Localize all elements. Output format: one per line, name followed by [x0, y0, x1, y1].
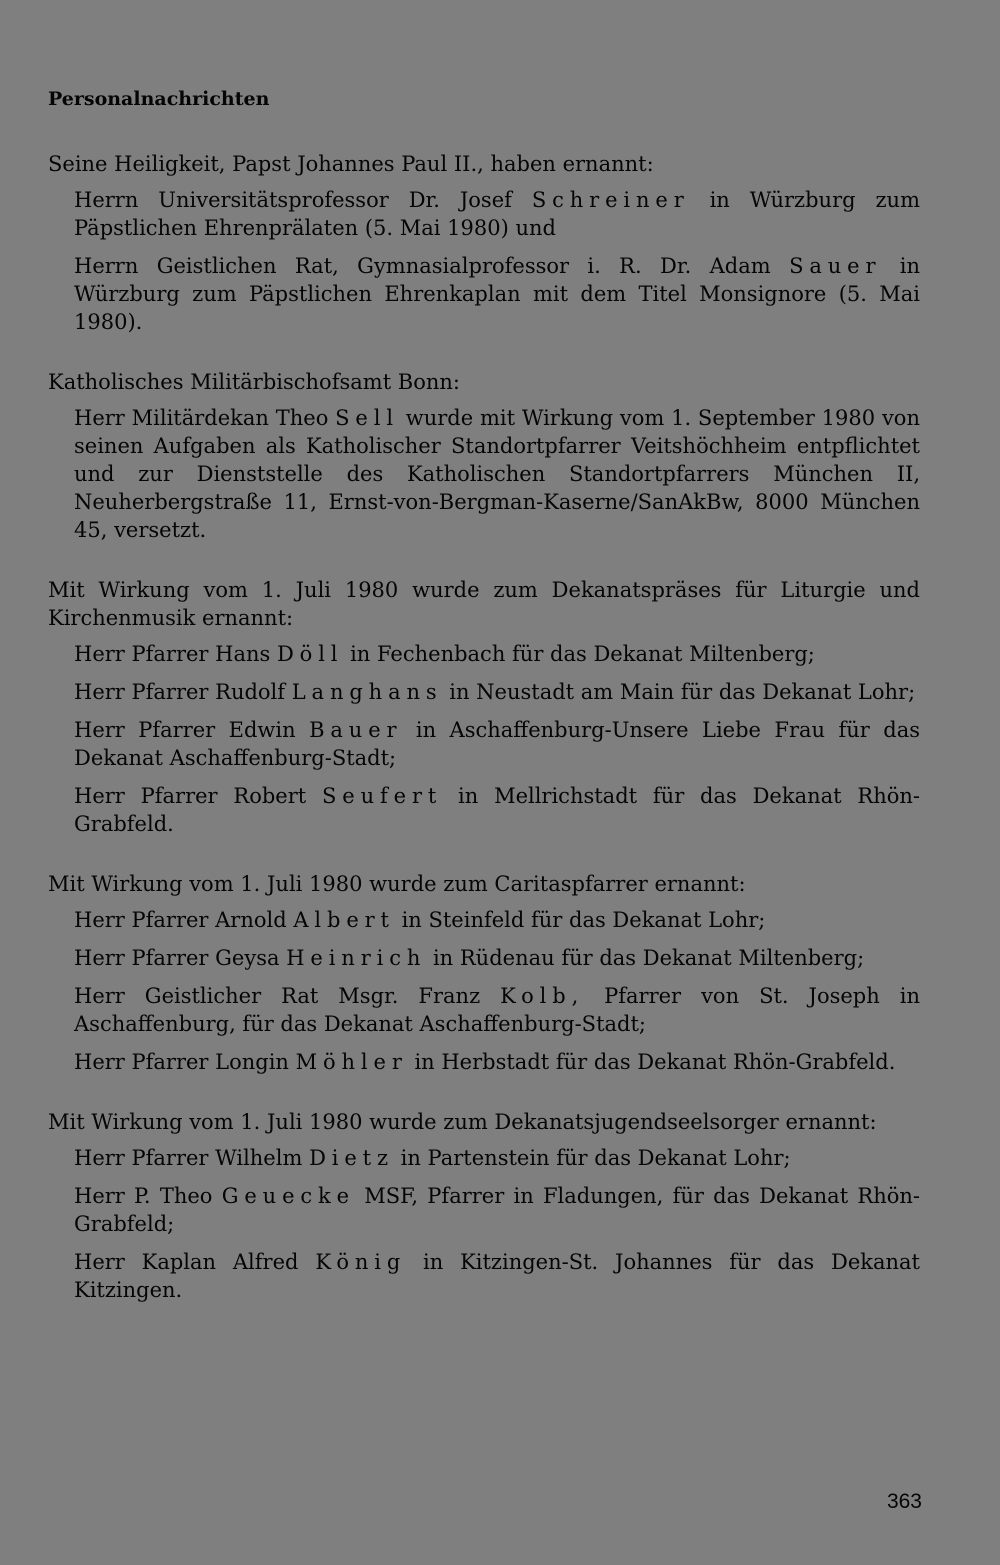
- entry-prefix: Herr Pfarrer Rudolf: [74, 680, 286, 704]
- entry-suffix: MSF, Pfarrer in Fladungen, für das Dekanat Rhön-Grabfeld;: [74, 1184, 920, 1236]
- document-page: [48, 88, 920, 1336]
- person-name: Sauer: [789, 254, 882, 278]
- entry-prefix: Herr Pfarrer Edwin: [74, 718, 296, 742]
- entry-prefix: Herr Geistlicher Rat Msgr. Franz: [74, 984, 481, 1008]
- person-name: Schreiner: [531, 188, 690, 212]
- entry-suffix: in Fechenbach für das Dekanat Miltenberg;: [350, 642, 815, 666]
- entry-suffix: wurde mit Wirkung vom 1. September 1980 von seinen Aufgaben als Katholischer Standortpfarrer Veitshöchheim entpflichtet und zur Dienststelle des Katholischen Standortpfarrers München II, Neuherbergstraße 11, Ernst-von-Bergman-Kaserne/SanAkBw, 8000 München 45, versetzt.: [74, 406, 920, 542]
- section-intro: Mit Wirkung vom 1. Juli 1980 wurde zum Dekanatspräses für Liturgie und Kirchenmusik ernannt:: [48, 578, 920, 630]
- entry: [74, 640, 920, 668]
- section-liturgy-praeses: [48, 576, 920, 838]
- entry-suffix: in Würzburg zum Päpstlichen Ehrenkaplan mit dem Titel Monsignore (5. Mai 1980).: [74, 254, 920, 334]
- section-youth-chaplains: [48, 1108, 920, 1304]
- entry: [74, 404, 920, 544]
- entry-prefix: Herr Pfarrer Robert: [74, 784, 307, 808]
- section-intro: Seine Heiligkeit, Papst Johannes Paul II., haben ernannt:: [48, 152, 654, 176]
- section-caritas-pastors: [48, 870, 920, 1076]
- entry-suffix: in Herbstadt für das Dekanat Rhön-Grabfeld.: [414, 1050, 896, 1074]
- entry: [74, 716, 920, 772]
- entry: [74, 1048, 920, 1076]
- entry-prefix: Herr Pfarrer Wilhelm: [74, 1146, 303, 1170]
- entry-prefix: Herrn Universitätsprofessor Dr. Josef: [74, 188, 512, 212]
- page-heading: Personalnachrichten: [48, 88, 270, 110]
- person-name: Heinrich: [286, 946, 427, 970]
- section-intro: Katholisches Militärbischofsamt Bonn:: [48, 370, 461, 394]
- entry-prefix: Herr Pfarrer Hans: [74, 642, 271, 666]
- entry-prefix: Herr P. Theo: [74, 1184, 213, 1208]
- person-name: Döll: [276, 642, 344, 666]
- entry-suffix: in Aschaffenburg-Unsere Liebe Frau für das Dekanat Aschaffenburg-Stadt;: [74, 718, 920, 770]
- entry-prefix: Herr Pfarrer Geysa: [74, 946, 280, 970]
- entry: [74, 252, 920, 336]
- entry: [74, 1248, 920, 1304]
- entry: [74, 782, 920, 838]
- entry-suffix: in Würzburg zum Päpstlichen Ehrenprälaten (5. Mai 1980) und: [74, 188, 920, 240]
- entry-suffix: Pfarrer von St. Joseph in Aschaffenburg, für das Dekanat Aschaffenburg-Stadt;: [74, 984, 920, 1036]
- entry: [74, 1144, 920, 1172]
- person-name: Möhler: [295, 1050, 408, 1074]
- entry: [74, 678, 920, 706]
- person-name: Albert: [293, 908, 395, 932]
- entry-prefix: Herr Kaplan Alfred: [74, 1250, 299, 1274]
- entry: [74, 944, 920, 972]
- person-name: Kolb,: [500, 984, 585, 1008]
- entry: [74, 1182, 920, 1238]
- person-name: Bauer: [309, 718, 403, 742]
- entry-suffix: in Mellrichstadt für das Dekanat Rhön-Grabfeld.: [74, 784, 920, 836]
- section-intro: Mit Wirkung vom 1. Juli 1980 wurde zum Dekanatsjugendseelsorger ernannt:: [48, 1110, 877, 1134]
- entry: [74, 982, 920, 1038]
- entry: [74, 186, 920, 242]
- entry-suffix: in Neustadt am Main für das Dekanat Lohr;: [449, 680, 916, 704]
- entry-prefix: Herr Pfarrer Arnold: [74, 908, 287, 932]
- entry: [74, 906, 920, 934]
- person-name: Sell: [335, 406, 399, 430]
- entry-suffix: in Rüdenau für das Dekanat Miltenberg;: [432, 946, 865, 970]
- section-military-bishop-office: [48, 368, 920, 544]
- entry-prefix: Herr Militärdekan Theo: [74, 406, 329, 430]
- person-name: Langhans: [291, 680, 443, 704]
- entry-suffix: in Partenstein für das Dekanat Lohr;: [400, 1146, 791, 1170]
- person-name: Seufert: [322, 784, 443, 808]
- entry-suffix: in Steinfeld für das Dekanat Lohr;: [401, 908, 766, 932]
- section-intro: Mit Wirkung vom 1. Juli 1980 wurde zum Caritaspfarrer ernannt:: [48, 872, 746, 896]
- entry-suffix: in Kitzingen-St. Johannes für das Dekanat Kitzingen.: [74, 1250, 920, 1302]
- entry-prefix: Herr Pfarrer Longin: [74, 1050, 289, 1074]
- section-papal-appointments: [48, 150, 920, 336]
- page-number: 363: [886, 1490, 922, 1513]
- entry-prefix: Herrn Geistlichen Rat, Gymnasialprofessor i. R. Dr. Adam: [74, 254, 771, 278]
- person-name: Geuecke: [221, 1184, 355, 1208]
- person-name: König: [315, 1250, 407, 1274]
- person-name: Dietz: [309, 1146, 394, 1170]
